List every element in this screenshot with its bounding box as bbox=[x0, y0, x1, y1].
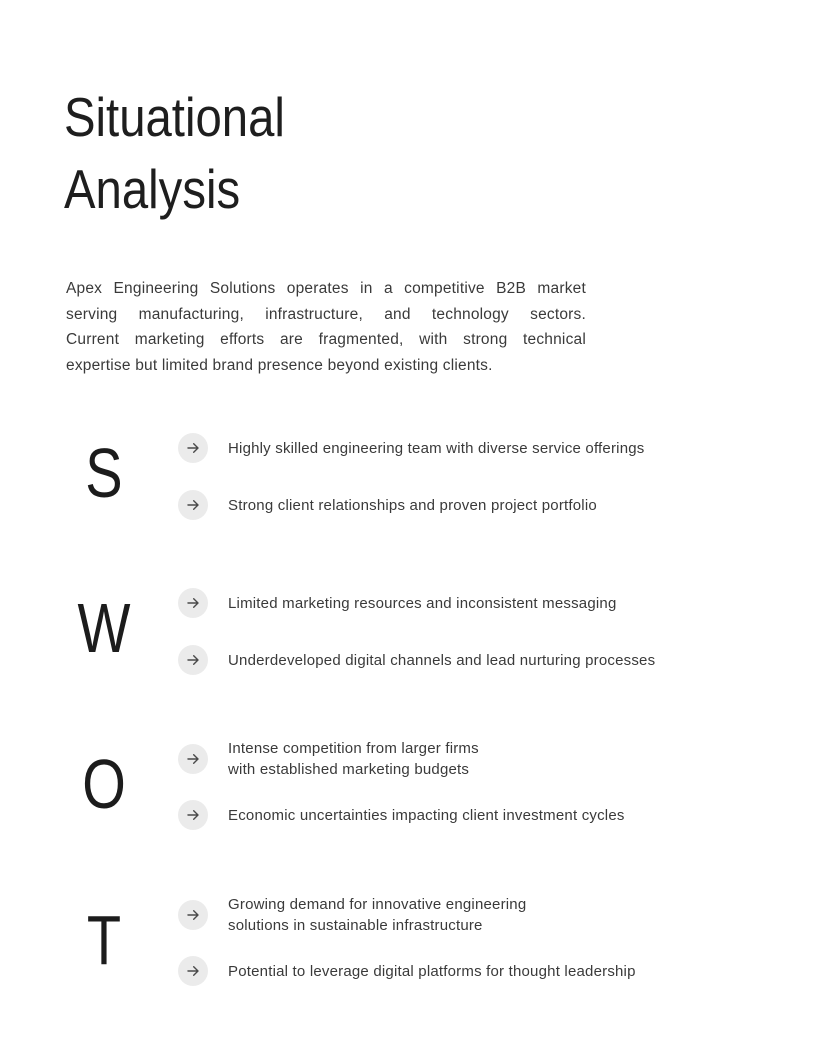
arrow-right-icon bbox=[178, 800, 208, 830]
intro-line: expertise but limited brand presence beyond existing clients. bbox=[66, 357, 493, 375]
swot-item-strength-1 bbox=[178, 433, 644, 463]
arrow-right-icon bbox=[178, 490, 208, 520]
swot-item-o-1 bbox=[178, 737, 479, 781]
swot-item-text: Potential to leverage digital platforms for thought leadership bbox=[228, 962, 636, 980]
swot-letter-s: S bbox=[85, 434, 123, 512]
swot-letter-t: T bbox=[86, 901, 122, 979]
swot-item-strength-2 bbox=[178, 490, 597, 520]
page-title-line-2: Analysis bbox=[64, 158, 241, 220]
swot-item-o-2 bbox=[178, 800, 625, 830]
swot-item-text: Intense competition from larger firms with established marketing budgets bbox=[228, 740, 479, 778]
swot-item-weakness-2 bbox=[178, 645, 655, 675]
swot-item-t-2 bbox=[178, 956, 636, 986]
swot-item-t-1 bbox=[178, 893, 526, 937]
swot-letter-o: O bbox=[82, 745, 126, 823]
swot-letter-w: W bbox=[77, 589, 131, 667]
swot-item-text: Economic uncertainties impacting client investment cycles bbox=[228, 806, 625, 824]
swot-item-text: Growing demand for innovative engineering solutions in sustainable infrastructure bbox=[228, 896, 527, 934]
page-title-line-1: Situational bbox=[64, 86, 285, 148]
swot-item-text: Strong client relationships and proven project portfolio bbox=[228, 496, 597, 514]
arrow-right-icon bbox=[178, 588, 208, 618]
intro-line: Current marketing efforts are fragmented, with strong technical bbox=[66, 331, 586, 349]
arrow-right-icon bbox=[178, 744, 208, 774]
arrow-right-icon bbox=[178, 433, 208, 463]
arrow-right-icon bbox=[178, 956, 208, 986]
intro-line: Apex Engineering Solutions operates in a competitive B2B market bbox=[66, 280, 586, 297]
swot-item-text: Limited marketing resources and inconsistent messaging bbox=[228, 594, 617, 612]
arrow-right-icon bbox=[178, 900, 208, 930]
arrow-right-icon bbox=[178, 645, 208, 675]
page-title bbox=[64, 81, 285, 225]
swot-item-text: Highly skilled engineering team with diverse service offerings bbox=[228, 439, 645, 457]
swot-item-weakness-1 bbox=[178, 588, 617, 618]
swot-item-text: Underdeveloped digital channels and lead nurturing processes bbox=[228, 651, 656, 669]
intro-line: serving manufacturing, infrastructure, and technology sectors. bbox=[66, 305, 586, 323]
intro-paragraph bbox=[66, 276, 586, 379]
